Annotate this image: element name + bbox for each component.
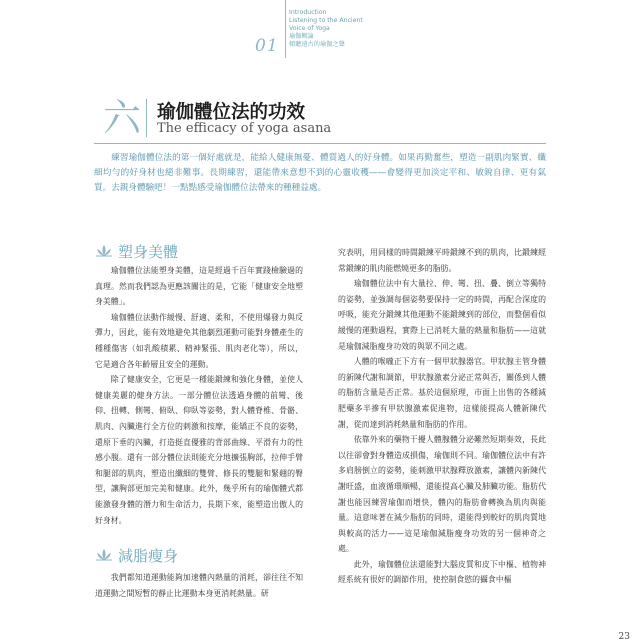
page-title: 瑜伽體位法的功效 — [157, 102, 306, 123]
page-subtitle: The efficacy of yoga asana — [157, 121, 332, 136]
title-rule — [94, 143, 546, 144]
lotus-icon — [95, 244, 113, 258]
left-column-section2 — [95, 570, 303, 601]
header-line: Listening to the Ancient — [289, 17, 363, 24]
header-divider-line — [285, 0, 286, 58]
paragraph: 依靠外來的藥物干擾人體腺體分泌難然短期奏效，長此以往卻會對身體造成損傷，瑜伽則不同。瑜伽體位法中有許多肩膀倒立的姿勢，能刺激甲狀腺釋放激素，讓體內新陳代謝旺盛，血液循環順暢，還能提高心臟及肺臟功能。脂肪代謝也能因練習瑜伽而增快，體內的脂肪會轉換為肌肉與能量。這意味著在減少脂肪的同時，還能得到較好的肌肉質地與較高的活力——這是瑜伽減脂瘦身功效的另一個神奇之處。 — [338, 435, 546, 554]
paragraph: 我們都知道運動能夠加速體內熱量的消耗，卻往往不知道運動之間短暫的靜止比運動本身更消耗熱量。研 — [95, 573, 303, 598]
chapter-number: 01 — [255, 36, 279, 56]
header-line: Introduction — [289, 9, 327, 16]
left-column — [95, 263, 303, 528]
header-line: Voice of Yoga — [289, 25, 330, 32]
page-number: 23 — [618, 632, 630, 642]
chapter-header-text — [289, 9, 363, 49]
title-divider — [146, 99, 147, 137]
lotus-icon — [95, 548, 113, 562]
paragraph: 瑜伽體位法動作緩慢、舒適、柔和，不使用爆發力與反彈力，因此，能有效地避免其他劇烈運動可能對身體產生的種種傷害（如乳酸積累、精神緊張、肌肉老化等），所以，它是適合各年齡層且安全的運動。 — [95, 312, 303, 369]
paragraph: 究表明，用同樣的時間鍛練平時鍛練不到的肌肉，比鍛練經常鍛練的肌肉能燃燒更多的脂肪。 — [338, 248, 546, 273]
header-line: 傾聽遠古的瑜伽之聲 — [289, 41, 345, 48]
section-title-block — [94, 96, 546, 140]
section-heading-slim — [95, 544, 178, 566]
header-line: 瑜伽概論 — [289, 33, 314, 40]
paragraph: 瑜伽體位法中有大量拉、伸、彎、扭、疊、倒立等獨特的姿勢，並強調每個姿勢要保持一定的時間，再配合深度的呼吸，能充分鍛練其他運動不能鍛練到的部位，而整個看似緩慢的運動過程，實際上已消耗大量的熱量和脂肪——這就是瑜伽減脂瘦身功效的與眾不同之處。 — [338, 279, 546, 351]
section-number-char: 六 — [102, 96, 141, 140]
section-title-slim: 減脂瘦身 — [118, 546, 179, 565]
paragraph: 人體的喉嚨正下方有一個甲狀腺器官。甲狀腺主管身體的新陳代謝和調節，甲狀腺激素分泌正常與否，關係到人體的脂肪含量是否正常。基於這個原理，市面上出售的各種減肥藥多半摻有甲狀腺激素促進物，這樣能提高人體新陳代謝，從而達到消耗熱量和脂肪的作用。 — [338, 357, 546, 429]
section-heading-shape — [95, 240, 178, 262]
paragraph: 除了健康安全，它更是一種能鍛練和強化身體，並使人健康美麗的健身方法。一部分體位法透過身體的前彎、後仰、扭轉、側彎、俯臥、仰臥等姿勢，對人體脊椎、骨骼、肌肉、內臟進行全方位的刺激和按摩，能矯正不良的姿勢，還原下垂的內臟，打造挺直優雅的背部曲線、平滑有力的性感小腹。還有一部分體位法則能充分地擴張胸部，拉伸手臂和腿部的肌肉，塑造出纖細的雙臂、修長的雙腿和緊翹的臀型，讓胸部更加完美和健康。此外，幾乎所有的瑜伽體式都能激發身體的潛力和生命活力，長期下來，能塑造出傲人的好身材。 — [95, 375, 303, 525]
right-column — [338, 245, 546, 588]
section-title-shape: 塑身美體 — [118, 242, 179, 261]
paragraph: 此外，瑜伽體位法還能對大腦皮質和皮下中樞、植物神經系統有很好的調節作用，使控制食慾的攝食中樞 — [338, 559, 546, 585]
intro-paragraph: 練習瑜伽體位法的第一個好處就是，能給人健康無憂、體質過人的好身體。如果再勤奮些，塑造一副肌肉緊實、纖細均勻的好身材也絕非難事。長期練習，還能帶來意想不到的心靈收穫——會變得更加淡定平和、敏銳自律、更有氣質。去親身體驗吧！一點點感受瑜伽體位法帶來的種種益處。 — [94, 153, 546, 194]
paragraph: 瑜伽體位法能塑身美體，這是經過千百年實踐檢驗過的真理。然而我們認為更應該關注的是，它能「健康安全地塑身美體」。 — [95, 266, 303, 307]
